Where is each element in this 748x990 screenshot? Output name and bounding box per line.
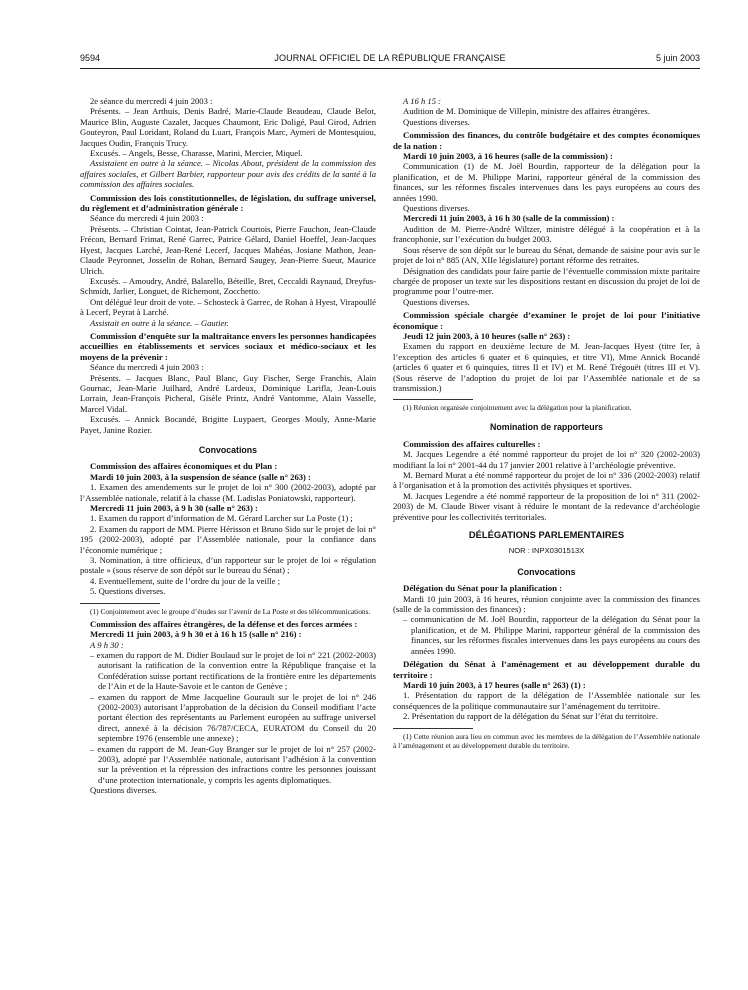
section-heading: Commission spéciale chargée d’examiner le projet de loi pour l’initiative économique : (393, 310, 700, 331)
footnote-rule (393, 399, 473, 400)
meeting-date: Mercredi 11 juin 2003, à 16 h 30 (salle de la commission) : (403, 213, 615, 224)
paragraph: Excusés. – Annick Bocandé, Brigitte Luypaert, Georges Mouly, Anne-Marie Payet, Janine Rozier. (80, 414, 376, 435)
right-column (393, 96, 700, 750)
paragraph: Examen du rapport en deuxième lecture de M. Jean-Jacques Hyest (titre Ier, à l’exception des articles 6 quater et 6 quinquies, et titre VI), Mme Annick Bocandé (articles 6 quater et 6 quinquies, titres II et IV) et M. René Trégouët (titres III et V). (Sous réserve de l’adoption du projet de loi par l’Assemblée nationale et de sa transmission.) (393, 341, 700, 393)
paragraph: Audition de M. Dominique de Villepin, ministre des affaires étrangères. (403, 106, 650, 117)
paragraph: 3. Nomination, à titre officieux, d’un rapporteur sur le projet de loi « régulation postale » (sous réserve de son dépôt sur le bureau du Sénat) ; (80, 555, 376, 576)
footnote-rule (80, 603, 160, 604)
paragraph: Excusés. – Amoudry, André, Balarello, Béteille, Bret, Ceccaldi Raynaud, Dreyfus-Schmidt, Jarlier, Longuet, de Richemont, Zocchetto. (80, 275, 376, 297)
section-heading: Commission d’enquête sur la maltraitance envers les personnes handicapées accueillies en établissements et services sociaux et médico-sociaux et les moyens de la prévenir : (80, 330, 376, 362)
agenda-item: – examen du rapport de M. Jean-Guy Branger sur le projet de loi n° 257 (2002-2003), adopté par l’Assemblée nationale, autorisant l’adhésion à la convention sur la prévention et la répression des infractions contre les personnes jouissant d’une protection internationale, y compris les agents diplomatiques. (90, 743, 376, 785)
paragraph: M. Jacques Legendre a été nommé rapporteur du projet de loi n° 320 (2002-2003) modifiant la loi n° 2001-44 du 17 janvier 2001 relative à l’archéologie préventive. (393, 449, 700, 470)
meeting-date: Mardi 10 juin 2003, à la suspension de séance (salle n° 263) : (90, 471, 311, 482)
agenda-item: – examen du rapport de M. Didier Boulaud sur le projet de loi n° 221 (2002-2003) autorisant la ratification de la convention entre la République française et la Confédération suisse portant rectifications de la frontière entre les départements de l’Ain et de la Haute-Savoie et le canton de Genève ; (90, 649, 376, 692)
paragraph: Questions diverses. (403, 296, 470, 307)
paragraph: 2. Présentation du rapport de la délégation du Sénat sur l’état du territoire. (403, 711, 658, 722)
paragraph: Assistaient en outre à la séance. – Nicolas About, président de la commission des affaires sociales, et Gilbert Barbier, rapporteur pour avis des crédits de la santé à la commission des affaires sociales. (80, 158, 376, 190)
nomination-heading: Nomination de rapporteurs (490, 422, 603, 433)
paragraph: 1. Examen des amendements sur le projet de loi n° 300 (2002-2003), adopté par l’Assemblée nationale, relatif à la chasse (M. Ladislas Poniatowski, rapporteur). (80, 482, 376, 503)
footnote: (1) Conjointement avec le groupe d’études sur l’avenir de La Poste et des télécommunications. (90, 606, 371, 616)
paragraph: 5. Questions diverses. (90, 586, 166, 597)
time-label: A 9 h 30 : (90, 639, 124, 650)
paragraph: M. Jacques Legendre a été nommé rapporteur de la proposition de loi n° 311 (2002-2003) de M. Claude Biwer visant à réduire le montant de la redevance d’archéologie préventive pour les collectivités territoriales. (393, 490, 700, 522)
convocations-heading: Convocations (517, 566, 576, 577)
paragraph: Assistait en outre à la séance. – Gautier. (90, 317, 229, 328)
footnote: (1) Réunion organisée conjointement avec la délégation pour la planification. (403, 403, 632, 413)
journal-title: JOURNAL OFFICIEL DE LA RÉPUBLIQUE FRANÇAISE (274, 53, 506, 63)
paragraph: 2e séance du mercredi 4 juin 2003 : (90, 96, 213, 106)
section-heading: Commission des affaires culturelles : (403, 438, 541, 449)
meeting-date: Mardi 10 juin 2003, à 17 heures (salle n° 263) (1) : (403, 679, 586, 690)
meeting-date: Jeudi 12 juin 2003, à 10 heures (salle n° 263) : (403, 330, 571, 341)
page-number: 9594 (80, 53, 101, 63)
meeting-date: Mardi 10 juin 2003, à 16 heures (salle de la commission) : (403, 151, 613, 162)
paragraph: Questions diverses. (90, 785, 157, 796)
running-header (80, 53, 700, 67)
meeting-date: Mercredi 11 juin 2003, à 9 h 30 et à 16 h 15 (salle n° 216) : (90, 629, 302, 640)
paragraph: Présents. – Christian Cointat, Jean-Patrick Courtois, Pierre Fauchon, Jean-Claude Frécon, Bernard Frimat, René Garrec, Patrice Gélard, Daniel Hoeffel, Jean-Jacques Hyest, Jacques Larché, Jean-René Lecerf, Jacques Mahéas, Josiane Mathon, Jean-Claude Peyronnet, Josselin de Rohan, Bernard Saugey, Jean-Pierre Sueur, Maurice Ulrich. (80, 223, 376, 276)
paragraph: Mardi 10 juin 2003, à 16 heures, réunion conjointe avec la commission des finances (salle de la commission des finances) : (393, 593, 700, 615)
paragraph: Sous réserve de son dépôt sur le bureau du Sénat, demande de saisine pour avis sur le projet de loi n° 885 (AN, XIIe législature) portant réforme des retraites. (393, 244, 700, 266)
paragraph: Présents. – Jacques Blanc, Paul Blanc, Guy Fischer, Serge Franchis, Alain Gournac, Jean-Marie Juilhard, André Lardeux, Dominique Larifla, Jean-Louis Lorrain, Jean-François Picheral, Gisèle Printz, André Vantomme, Alain Vasselle, Marcel Vidal. (80, 372, 376, 414)
section-heading: Délégation du Sénat pour la planification : (403, 583, 563, 594)
paragraph: M. Bernard Murat a été nommé rapporteur du projet de loi n° 336 (2002-2003) relatif à l’organisation et à la promotion des activités physiques et sportives. (393, 470, 700, 491)
paragraph: Excusés. – Angels, Besse, Charasse, Marini, Mercier, Miquel. (90, 148, 303, 159)
paragraph: Ont délégué leur droit de vote. – Schosteck à Garrec, de Rohan à Hyest, Virapoullé à Lecerf, Peyrat à Larché. (80, 296, 376, 318)
left-column (80, 96, 376, 796)
time-label: A 16 h 15 : (403, 96, 442, 106)
issue-date: 5 juin 2003 (655, 53, 700, 63)
section-heading: Délégation du Sénat à l’aménagement et au développement durable du territoire : (393, 659, 700, 680)
section-heading: Commission des affaires étrangères, de la défense et des forces armées : (90, 618, 358, 629)
paragraph: 1. Présentation du rapport de la délégation de l’Assemblée nationale sur les conséquences de la politique communautaire sur l’aménagement du territoire. (393, 690, 700, 711)
paragraph: Présents. – Jean Arthuis, Denis Badré, Marie-Claude Beaudeau, Claude Belot, Maurice Blin, Auguste Cazalet, Jacques Chaumont, Eric Doligé, Paul Girod, Adrien Gouteyron, Paul Loridant, Roland du Luart, François Marc, Aymeri de Montesquiou, Jacques Oudin, François Trucy. (80, 106, 376, 148)
meeting-date: Mercredi 11 juin 2003, à 9 h 30 (salle n° 263) : (90, 503, 258, 514)
section-heading: Commission des lois constitutionnelles, de législation, du suffrage universel, du règlement et d’administration générale : (80, 192, 376, 214)
paragraph: Désignation des candidats pour faire partie de l’éventuelle commission mixte paritaire chargée de proposer un texte sur les dispositions restant en discussion du projet de loi de programme pour l’outre-mer. (393, 265, 700, 297)
paragraph: 1. Examen du rapport d’information de M. Gérard Larcher sur La Poste (1) ; (90, 513, 353, 524)
paragraph: Questions diverses. (403, 116, 470, 127)
paragraph: Séance du mercredi 4 juin 2003 : (90, 362, 204, 373)
paragraph: Communication (1) de M. Joël Bourdin, rapporteur de la délégation pour la planification, et de M. Philippe Marini, rapporteur général de la commission des finances, sur les réformes fiscales intervenues dans les pays européens au cours des années 1990. (393, 161, 700, 203)
paragraph: 4. Eventuellement, suite de l’ordre du jour de la veille ; (90, 575, 280, 586)
paragraph: Questions diverses. (403, 203, 470, 214)
delegations-heading: DÉLÉGATIONS PARLEMENTAIRES (468, 529, 625, 541)
header-rule (80, 68, 700, 69)
section-heading: Commission des finances, du contrôle budgétaire et des comptes économiques de la nation : (393, 130, 700, 151)
paragraph: 2. Examen du rapport de MM. Pierre Hérisson et Bruno Sido sur le projet de loi n° 195 (2002-2003), adopté par l’Assemblée nationale, pour la confiance dans l’économie numérique ; (80, 523, 376, 555)
footnote: (1) Cette réunion aura lieu en commun avec les membres de la délégation de l’Assemblée nationale à l’aménagement et au développement durable du territoire. (393, 731, 700, 750)
convocations-heading: Convocations (198, 445, 258, 455)
paragraph: Séance du mercredi 4 juin 2003 : (90, 213, 204, 224)
agenda-item: – examen du rapport de Mme Jacqueline Gourault sur le projet de loi n° 246 (2002-2003) autorisant l’approbation de la décision du Conseil modifiant l’acte portant élection des représentants au Parlement européen au suffrage universel direct, annexé à la décision 76/787/CECA, EURATOM du Conseil du 20 septembre 1976 (ensemble une annexe) ; (90, 691, 376, 744)
footnote-rule (393, 728, 473, 729)
nor-reference: NOR : INPX0301513X (508, 546, 585, 556)
section-heading: Commission des affaires économiques et du Plan : (90, 461, 278, 472)
paragraph: Audition de M. Pierre-André Wiltzer, ministre délégué à la coopération et à la francophonie, sur l’exécution du budget 2003. (393, 223, 700, 245)
agenda-item: – communication de M. Joël Bourdin, rapporteur de la délégation du Sénat pour la planification, et de M. Philippe Marini, rapporteur général de la commission des finances, sur les réformes fiscales intervenues dans les pays européens au cours des années 1990. (403, 614, 700, 656)
